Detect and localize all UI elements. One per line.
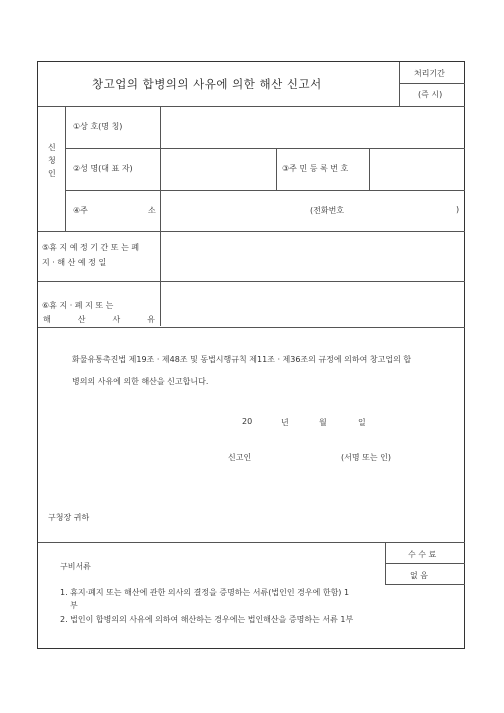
signature-label: (서명 또는 인) [341,453,391,462]
name-field[interactable] [161,149,275,189]
divider [38,327,465,328]
closure-period-field[interactable] [161,232,465,280]
declaration-line-1: 화물유통촉진법 제19조 · 제48조 및 동법시행규칙 제11조 · 제36조의 규정에 의하여 창고업의 합 [72,355,412,364]
closure-period-label-1: ⑤휴 지 예 정 기 간 또 는 폐 [42,243,140,252]
fee-value: 없 음 [410,571,428,580]
divider [38,542,465,543]
resident-number-label: ③주 민 등 록 번 호 [282,164,349,173]
processing-period-label: 처리기간 [414,69,445,78]
attachment-item-1-cont: 부 [70,601,78,610]
name-label: ②성 명(대 표 자) [73,164,133,173]
fee-label: 수 수 료 [408,550,437,559]
divider [399,83,465,84]
attachments-label: 구비서류 [60,562,91,571]
attachment-item-2: 2. 법인이 합병의의 사유에 의하여 해산하는 경우에는 법인해산을 증명하는 서류 1부 [60,615,354,624]
closure-reason-char: 산 [77,315,86,324]
divider [385,563,465,564]
date-year: 20 [242,417,253,426]
phone-label: (전화번호 [310,206,345,215]
closure-reason-char: 사 [112,315,121,324]
attachment-item-1: 1. 휴지·폐지 또는 해산에 관한 의사의 결정을 증명하는 서류(법인인 경우에 한함) 1 [60,588,350,597]
closure-reason-char: 해 [43,315,51,324]
closure-reason-field[interactable] [161,282,465,326]
date-month-unit: 월 [319,418,327,427]
resident-number-field[interactable] [370,149,465,189]
recipient: 구청장 귀하 [48,513,90,522]
applicant-label-3: 인 [48,169,56,178]
report-form [37,61,465,649]
closure-reason-label-2 [43,314,155,325]
trade-name-field[interactable] [161,107,465,147]
address-label: ④주 [73,206,88,215]
divider [276,148,277,190]
trade-name-label: ①상 호(명 칭) [73,122,123,131]
divider [385,584,465,585]
date-year-unit: 년 [281,418,289,427]
date-day-unit: 일 [358,418,366,427]
address-label-end: 소 [148,206,156,215]
form-title: 창고업의 합병의의 사유에 의한 해산 신고서 [92,77,322,91]
declaration-line-2: 병의의 사유에 의한 해산을 신고합니다. [72,377,209,386]
closure-period-label-2: 지 · 해 산 예 정 일 [42,258,107,267]
reporter-label: 신고인 [228,453,252,462]
closure-reason-char: 유 [147,315,155,324]
divider [65,106,66,231]
applicant-label-1: 신 [48,143,56,152]
applicant-label-2: 청 [48,156,56,165]
divider [399,62,400,106]
phone-close: ) [456,205,460,214]
closure-reason-label-1: ⑥휴 지 · 폐 지 또 는 [42,301,114,310]
processing-period-value: (즉 시) [418,90,443,99]
